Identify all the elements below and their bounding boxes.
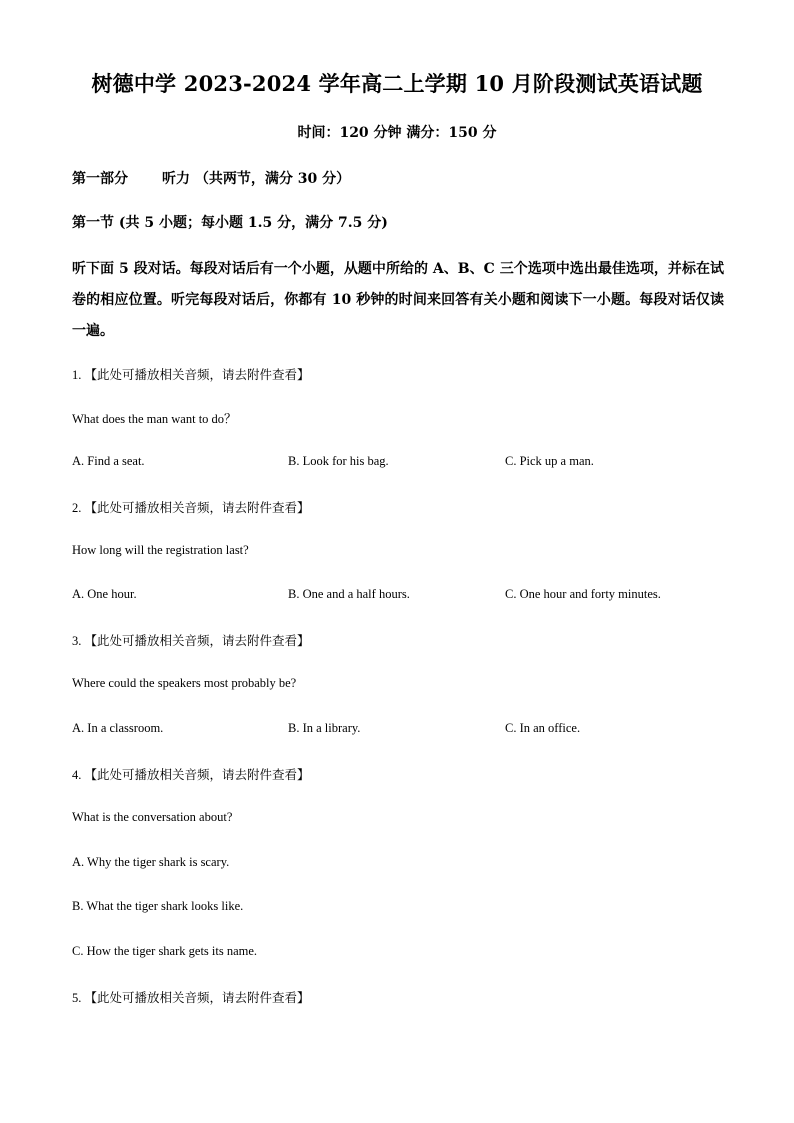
question-3-header bbox=[72, 631, 310, 649]
question-4-option-b: B. What the tiger shark looks like. bbox=[72, 899, 244, 913]
exam-time-and-score: 时间：120 分钟 满分：150 分 bbox=[297, 125, 497, 141]
listening-instructions: 听下面 5 段对话。每段对话后有一个小题，从题中所给的 A、B、C 三个选项中选出最佳选项，并标在试卷的相应位置。听完每段对话后，你都有 10 秒钟的时间来回答有关小题和阅读下一小题。每段对话仅读一遍。 bbox=[72, 261, 724, 339]
question-3-option-b: B. In a library. bbox=[288, 721, 361, 735]
audio-placeholder-tag: 【此处可播放相关音频，请去附件查看】 bbox=[84, 633, 310, 648]
section-one-heading: 第一节 (共 5 小题；每小题 1.5 分，满分 7.5 分) bbox=[72, 215, 388, 231]
question-1-option-a: A. Find a seat. bbox=[72, 454, 145, 468]
question-2-text: How long will the registration last? bbox=[72, 543, 249, 557]
question-number: 4. bbox=[72, 768, 82, 782]
question-4-text: What is the conversation about? bbox=[72, 810, 233, 824]
question-1-option-b: B. Look for his bag. bbox=[288, 454, 389, 468]
question-5-header bbox=[72, 988, 310, 1006]
question-1-option-c: C. Pick up a man. bbox=[505, 454, 594, 468]
question-2-option-c: C. One hour and forty minutes. bbox=[505, 587, 661, 601]
question-number: 1. bbox=[72, 368, 82, 382]
question-4-option-a: A. Why the tiger shark is scary. bbox=[72, 855, 230, 869]
audio-placeholder-tag: 【此处可播放相关音频，请去附件查看】 bbox=[84, 367, 310, 382]
exam-title: 树德中学 2023-2024 学年高二上学期 10 月阶段测试英语试题 bbox=[91, 71, 703, 96]
question-1-header bbox=[72, 365, 310, 383]
question-3-option-c: C. In an office. bbox=[505, 721, 581, 735]
audio-placeholder-tag: 【此处可播放相关音频，请去附件查看】 bbox=[84, 990, 310, 1005]
part-one-heading bbox=[72, 168, 350, 188]
question-2-option-b: B. One and a half hours. bbox=[288, 587, 410, 601]
question-4-option-c: C. How the tiger shark gets its name. bbox=[72, 944, 258, 958]
question-number: 5. bbox=[72, 991, 82, 1005]
question-2-header bbox=[72, 498, 310, 516]
question-4-header bbox=[72, 765, 310, 783]
part-name: 听力 （共两节，满分 30 分） bbox=[162, 171, 351, 187]
question-number: 2. bbox=[72, 501, 82, 515]
question-number: 3. bbox=[72, 634, 82, 648]
question-3-text: Where could the speakers most probably be? bbox=[72, 676, 297, 690]
audio-placeholder-tag: 【此处可播放相关音频，请去附件查看】 bbox=[84, 767, 310, 782]
audio-placeholder-tag: 【此处可播放相关音频，请去附件查看】 bbox=[84, 500, 310, 515]
question-2-option-a: A. One hour. bbox=[72, 587, 137, 601]
part-label: 第一部分 bbox=[72, 171, 128, 187]
question-3-option-a: A. In a classroom. bbox=[72, 721, 164, 735]
question-1-text: What does the man want to do？ bbox=[72, 412, 237, 426]
